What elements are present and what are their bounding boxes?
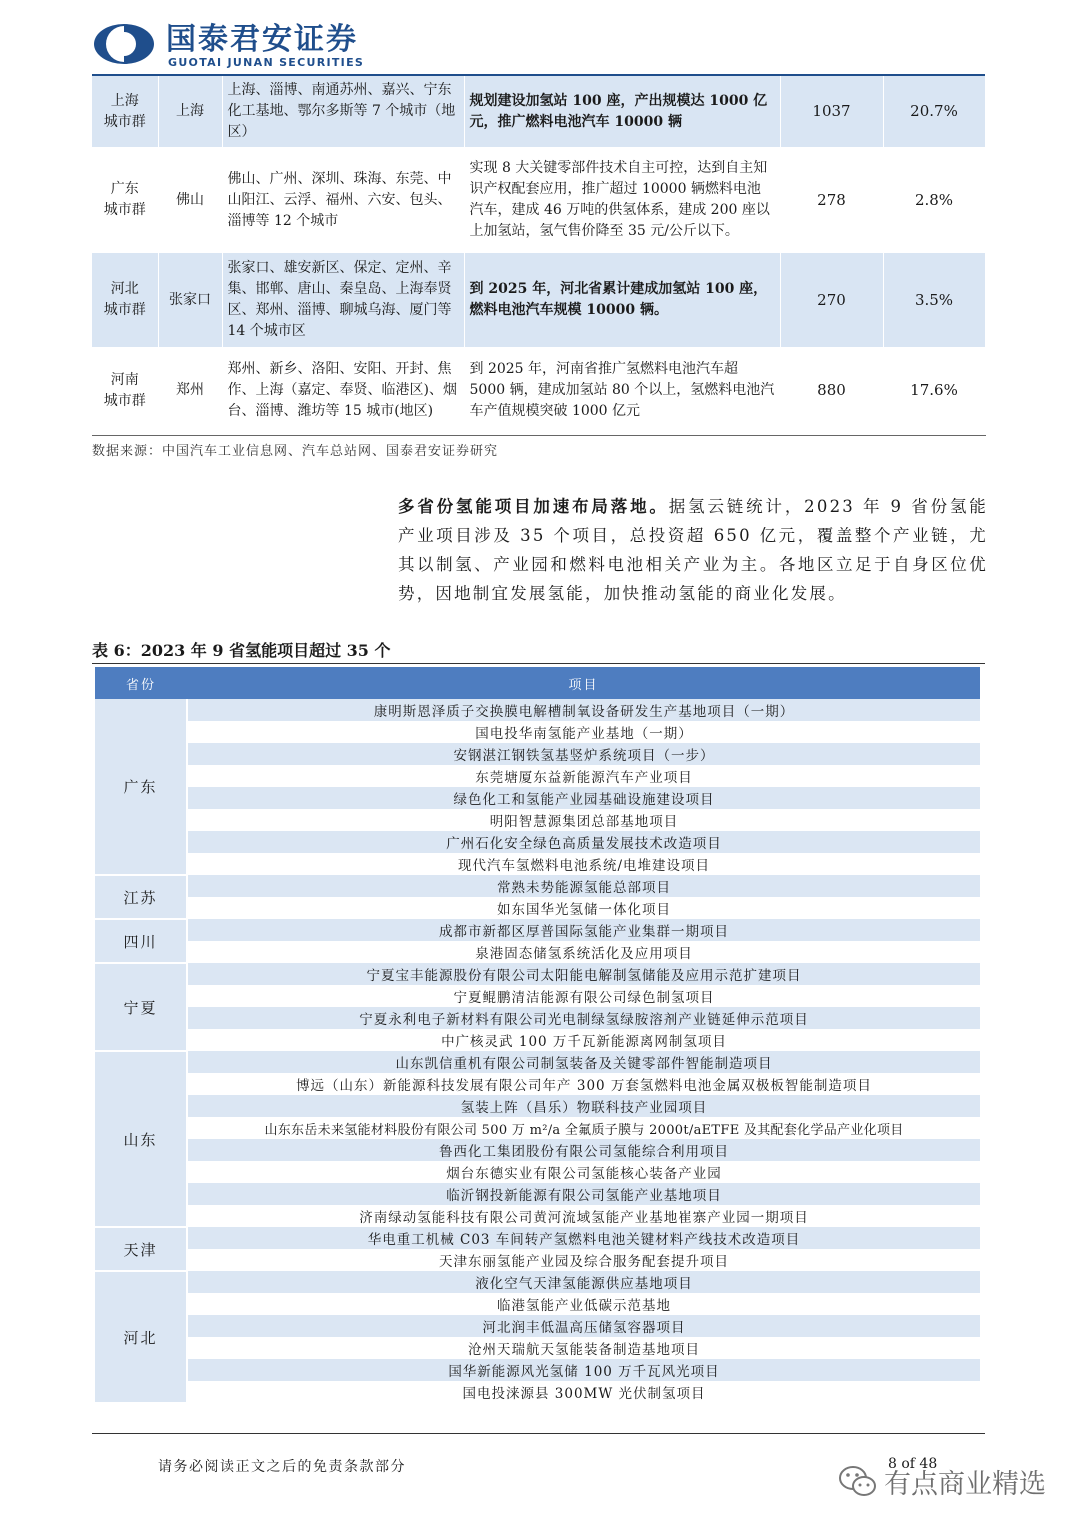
company-logo-icon: [92, 22, 156, 66]
share-percent: 3.5%: [883, 253, 985, 347]
table-row: [95, 1227, 980, 1249]
paragraph-lead: 多省份氢能项目加速布局落地。: [398, 497, 669, 516]
province-cell: 天津: [95, 1227, 187, 1271]
project-cell: 安钢湛江钢铁氢基竖炉系统项目（一步）: [187, 743, 980, 765]
table-row: [95, 1315, 980, 1337]
cluster-name: 河北 城市群: [92, 253, 158, 347]
table-row: [95, 1293, 980, 1315]
table-row: [95, 809, 980, 831]
table-row: [92, 253, 985, 347]
member-cities: 张家口、雄安新区、保定、定州、辛集、邯郸、唐山、秦皇岛、上海奉贤区、郑州、淄博、聊城乌海、厦门等 14 个城市区: [222, 253, 464, 347]
table-title-rule: [92, 663, 985, 664]
province-cell: 山东: [95, 1051, 187, 1227]
member-cities: 上海、淄博、南通苏州、嘉兴、宁东化工基地、鄂尔多斯等 7 个城市（地区）: [222, 76, 464, 147]
member-cities: 佛山、广州、深圳、珠海、东莞、中山阳江、云浮、福州、六安、包头、淄博等 12 个城市: [222, 147, 464, 253]
project-cell: 国电投涞源县 300MW 光伏制氢项目: [187, 1381, 980, 1403]
project-cell: 临沂钢投新能源有限公司氢能产业基地项目: [187, 1183, 980, 1205]
table-row: [95, 1073, 980, 1095]
table-row: [95, 1337, 980, 1359]
cluster-name: 广东 城市群: [92, 147, 158, 253]
table-row: [92, 147, 985, 253]
share-percent: 20.7%: [883, 76, 985, 147]
cluster-name: 上海 城市群: [92, 76, 158, 147]
project-cell: 济南绿动氢能科技有限公司黄河流域氢能产业基地崔寨产业园一期项目: [187, 1205, 980, 1227]
project-cell: 烟台东德实业有限公司氢能核心装备产业园: [187, 1161, 980, 1183]
project-cell: 成都市新都区厚普国际氢能产业集群一期项目: [187, 919, 980, 941]
development-goal: 到 2025 年，河南省推广氢燃料电池汽车超 5000 辆，建成加氢站 80 个以上，氢燃料电池汽车产值规模突破 1000 亿元: [464, 347, 780, 435]
project-cell: 现代汽车氢燃料电池系统/电堆建设项目: [187, 853, 980, 875]
column-header-province: 省份: [95, 667, 187, 699]
table-header-row: [95, 667, 980, 699]
table-row: [95, 1359, 980, 1381]
vehicle-count: 270: [780, 253, 883, 347]
table-row: [95, 721, 980, 743]
table-row: [95, 1007, 980, 1029]
project-cell: 华电重工机械 C03 车间转产氢燃料电池关键材料产线技术改造项目: [187, 1227, 980, 1249]
project-cell: 鲁西化工集团股份有限公司氢能综合利用项目: [187, 1139, 980, 1161]
project-cell: 康明斯恩泽质子交换膜电解槽制氧设备研发生产基地项目（一期）: [187, 699, 980, 721]
paragraph-body: 据氢云链统计，2023 年 9 省份氢能产业项目涉及 35 个项目，总投资超 650 亿元，覆盖整个产业链，尤其以制氢、产业园和燃料电池相关产业为主。各地区立足于自身区位优势，因地制宜发展氢能，加快推动氢能的商业化发展。: [398, 497, 988, 603]
project-cell: 宁夏永利电子新材料有限公司光电制绿氢绿胺溶剂产业链延伸示范项目: [187, 1007, 980, 1029]
lead-city: 佛山: [158, 147, 222, 253]
province-cell: 广东: [95, 699, 187, 875]
share-percent: 17.6%: [883, 347, 985, 435]
column-header-project: 项目: [187, 667, 980, 699]
table-row: [95, 875, 980, 897]
project-cell: 天津东丽氢能产业园及综合服务配套提升项目: [187, 1249, 980, 1271]
table-row: [95, 963, 980, 985]
table-row: [95, 853, 980, 875]
project-cell: 广州石化安全绿色高质量发展技术改造项目: [187, 831, 980, 853]
project-cell: 沧州天瑞航天氢能装备制造基地项目: [187, 1337, 980, 1359]
source-note: 数据来源：中国汽车工业信息网、汽车总站网、国泰君安证券研究: [92, 444, 499, 459]
cluster-name: 河南 城市群: [92, 347, 158, 435]
table-end-rule: [92, 1433, 985, 1434]
table-row: [92, 76, 985, 147]
table-row: [95, 1161, 980, 1183]
table-row: [95, 1139, 980, 1161]
project-cell: 明阳智慧源集团总部基地项目: [187, 809, 980, 831]
province-cell: 四川: [95, 919, 187, 963]
table-row: [95, 1051, 980, 1073]
development-goal: 实现 8 大关键零部件技术自主可控，达到自主知识产权配套应用，推广超过 10000 辆燃料电池汽车，建成 46 万吨的供氢体系，建成 200 座以上加氢站，氢气售价降至 35 元/公斤以下。: [464, 147, 780, 253]
table-row: [95, 1271, 980, 1293]
table-row: [95, 897, 980, 919]
lead-city: 上海: [158, 76, 222, 147]
vehicle-count: 880: [780, 347, 883, 435]
table-row: [92, 347, 985, 435]
wechat-icon: [838, 1464, 878, 1500]
vehicle-count: 1037: [780, 76, 883, 147]
city-cluster-table: [92, 76, 986, 436]
table-row: [95, 985, 980, 1007]
project-cell: 临港氢能产业低碳示范基地: [187, 1293, 980, 1315]
development-goal: 规划建设加氢站 100 座，产出规模达 1000 亿元，推广燃料电池汽车 10000 辆: [464, 76, 780, 147]
lead-city: 张家口: [158, 253, 222, 347]
table-row: [95, 765, 980, 787]
project-cell: 绿色化工和氢能产业园基础设施建设项目: [187, 787, 980, 809]
table-row: [95, 941, 980, 963]
table-row: [95, 1249, 980, 1271]
project-cell: 国华新能源风光氢储 100 万千瓦风光项目: [187, 1359, 980, 1381]
table-row: [95, 699, 980, 721]
lead-city: 郑州: [158, 347, 222, 435]
table-row: [95, 1117, 980, 1139]
project-cell: 河北润丰低温高压储氢容器项目: [187, 1315, 980, 1337]
watermark-text: 有点商业精选: [884, 1469, 1046, 1500]
member-cities: 郑州、新乡、洛阳、安阳、开封、焦作、上海（嘉定、奉贤、临港区)、烟台、淄博、潍坊等 15 城市(地区): [222, 347, 464, 435]
project-cell: 宁夏鲲鹏清洁能源有限公司绿色制氢项目: [187, 985, 980, 1007]
project-cell: 泉港固态储氢系统活化及应用项目: [187, 941, 980, 963]
table-row: [95, 831, 980, 853]
project-cell: 山东凯信重机有限公司制氢装备及关键零部件智能制造项目: [187, 1051, 980, 1073]
table-row: [95, 1183, 980, 1205]
project-cell: 国电投华南氢能产业基地（一期）: [187, 721, 980, 743]
project-cell: 东莞塘厦东益新能源汽车产业项目: [187, 765, 980, 787]
table-row: [95, 1381, 980, 1403]
share-percent: 2.8%: [883, 147, 985, 253]
project-cell: 氢装上阵（昌乐）物联科技产业园项目: [187, 1095, 980, 1117]
table-row: [95, 1095, 980, 1117]
body-paragraph: [398, 492, 988, 608]
project-cell: 如东国华光氢储一体化项目: [187, 897, 980, 919]
hydrogen-projects-table: [95, 667, 980, 1404]
project-cell: 山东东岳未来氢能材料股份有限公司 500 万 m²/a 全氟质子膜与 2000t/aETFE 及其配套化学品产业化项目: [187, 1117, 980, 1139]
disclaimer-note: 请务必阅读正文之后的免责条款部分: [158, 1459, 406, 1475]
table-row: [95, 1205, 980, 1227]
development-goal: 到 2025 年，河北省累计建成加氢站 100 座，燃料电池汽车规模 10000 辆。: [464, 253, 780, 347]
project-cell: 宁夏宝丰能源股份有限公司太阳能电解制氢储能及应用示范扩建项目: [187, 963, 980, 985]
table-row: [95, 743, 980, 765]
table-row: [95, 1029, 980, 1051]
project-cell: 常熟未势能源氢能总部项目: [187, 875, 980, 897]
project-cell: 中广核灵武 100 万千瓦新能源离网制氢项目: [187, 1029, 980, 1051]
project-cell: 博远（山东）新能源科技发展有限公司年产 300 万套氢燃料电池金属双极板智能制造项目: [187, 1073, 980, 1095]
province-cell: 江苏: [95, 875, 187, 919]
project-cell: 液化空气天津氢能源供应基地项目: [187, 1271, 980, 1293]
vehicle-count: 278: [780, 147, 883, 253]
province-cell: 河北: [95, 1271, 187, 1403]
brand-name-en: GUOTAI JUNAN SECURITIES: [168, 56, 365, 69]
page-header: [92, 22, 985, 74]
table-row: [95, 919, 980, 941]
province-cell: 宁夏: [95, 963, 187, 1051]
table-row: [95, 787, 980, 809]
page-number: 8 of 48: [888, 1456, 938, 1472]
brand-name-cn: 国泰君安证券: [166, 22, 358, 57]
table-title: 表 6：2023 年 9 省氢能项目超过 35 个: [92, 641, 391, 660]
